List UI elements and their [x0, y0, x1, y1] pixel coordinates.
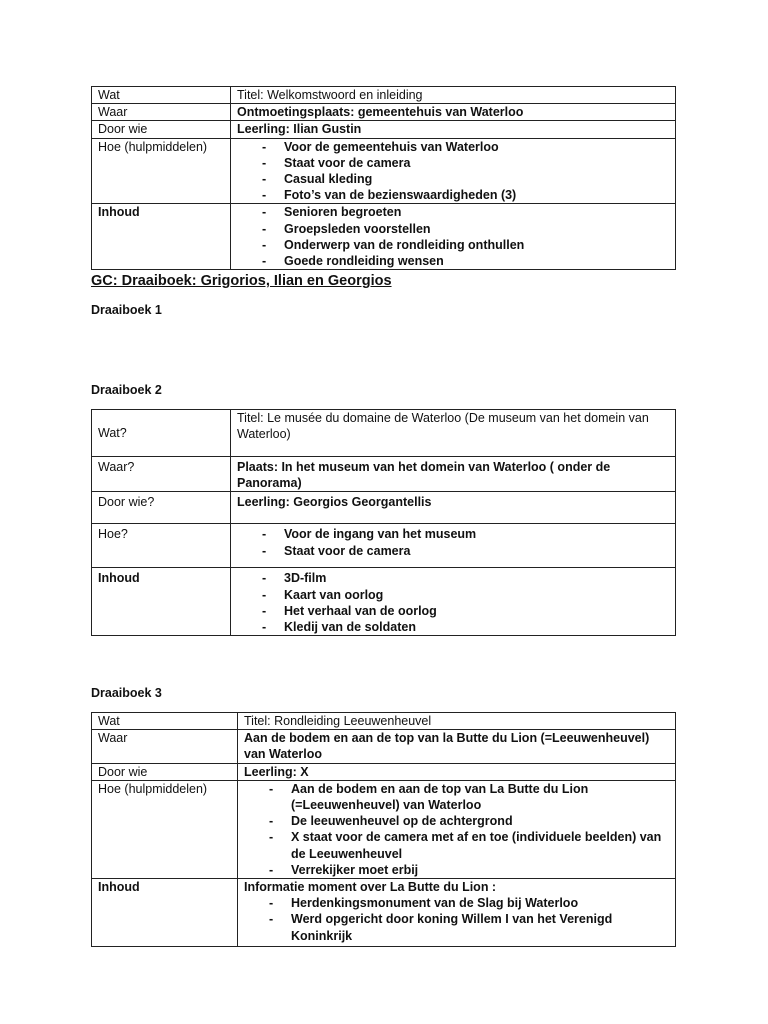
list-item: - Werd opgericht door koning Willem I van het Verenigd Koninkrijk — [247, 911, 669, 943]
list-item: - Staat voor de camera — [240, 155, 669, 171]
list-item: - Groepsleden voorstellen — [240, 221, 669, 237]
list-item: - X staat voor de camera met af en toe (individuele beelden) van de Leeuwenheuvel — [247, 829, 669, 861]
row-value: Titel: Welkomstwoord en inleiding — [231, 87, 676, 104]
row-value: Leerling: Georgios Georgantellis — [231, 492, 676, 524]
table-row — [92, 780, 676, 878]
row-label: Waar? — [92, 457, 231, 492]
list-item: - Verrekijker moet erbij — [247, 862, 669, 878]
list-item: - Herdenkingsmonument van de Slag bij Waterloo — [247, 895, 669, 911]
table-row — [92, 524, 676, 568]
list-item: - Aan de bodem en aan de top van La Butte du Lion (=Leeuwenheuvel) van Waterloo — [247, 781, 669, 813]
row-intro: Informatie moment over La Butte du Lion : — [244, 880, 497, 895]
table-row — [92, 492, 676, 524]
row-label: Hoe (hulpmiddelen) — [92, 780, 238, 878]
row-label: Inhoud — [92, 568, 231, 636]
row-list — [231, 138, 676, 204]
list-item: - Foto’s van de bezienswaardigheden (3) — [240, 187, 669, 203]
row-list — [238, 879, 676, 947]
draaiboek-3-label: Draaiboek 3 — [91, 686, 162, 700]
list-item: - Casual kleding — [240, 171, 669, 187]
list-item: - Het verhaal van de oorlog — [240, 603, 669, 619]
list-item: - Staat voor de camera — [240, 543, 669, 559]
row-value: Leerling: X — [238, 763, 676, 780]
list-item: - De leeuwenheuvel op de achtergrond — [247, 813, 669, 829]
row-list — [238, 780, 676, 878]
row-label: Wat — [92, 713, 238, 730]
table-row — [92, 410, 676, 457]
table-row — [92, 457, 676, 492]
row-label: Waar — [92, 730, 238, 763]
row-list — [231, 568, 676, 636]
table-3 — [91, 712, 676, 947]
table-row — [92, 763, 676, 780]
row-value: Ontmoetingsplaats: gemeentehuis van Waterloo — [231, 104, 676, 121]
table-row — [92, 138, 676, 204]
list-item: - Voor de gemeentehuis van Waterloo — [240, 139, 669, 155]
row-label: Inhoud — [92, 204, 231, 270]
row-label: Door wie — [92, 763, 238, 780]
row-label: Door wie? — [92, 492, 231, 524]
row-label: Wat? — [92, 410, 231, 457]
table-row — [92, 87, 676, 104]
table-row — [92, 204, 676, 270]
table-row — [92, 879, 676, 947]
row-value: Titel: Rondleiding Leeuwenheuvel — [238, 713, 676, 730]
row-label: Wat — [92, 87, 231, 104]
draaiboek-1-label: Draaiboek 1 — [91, 303, 162, 317]
table-row — [92, 104, 676, 121]
list-item: - Voor de ingang van het museum — [240, 526, 669, 542]
row-label: Inhoud — [92, 879, 238, 947]
list-item: - Kaart van oorlog — [240, 587, 669, 603]
row-label: Hoe? — [92, 524, 231, 568]
table-1 — [91, 86, 676, 270]
row-value: Aan de bodem en aan de top van la Butte du Lion (=Leeuwenheuvel) van Waterloo — [238, 730, 676, 763]
list-item: - Onderwerp van de rondleiding onthullen — [240, 237, 669, 253]
list-item: - Goede rondleiding wensen — [240, 253, 669, 269]
row-label: Door wie — [92, 121, 231, 138]
row-value: Leerling: Ilian Gustin — [231, 121, 676, 138]
row-list — [231, 204, 676, 270]
table-row — [92, 730, 676, 763]
page-heading: GC: Draaiboek: Grigorios, Ilian en Georgios — [91, 273, 392, 289]
table-row — [92, 121, 676, 138]
row-label: Hoe (hulpmiddelen) — [92, 138, 231, 204]
list-item: - Senioren begroeten — [240, 204, 669, 220]
table-2 — [91, 409, 676, 636]
list-item: - Kledij van de soldaten — [240, 619, 669, 635]
list-item: - 3D-film — [240, 570, 669, 586]
table-row — [92, 713, 676, 730]
draaiboek-2-label: Draaiboek 2 — [91, 383, 162, 397]
row-value: Titel: Le musée du domaine de Waterloo (De museum van het domein van Waterloo) — [231, 410, 676, 457]
row-label: Waar — [92, 104, 231, 121]
row-list — [231, 524, 676, 568]
table-row — [92, 568, 676, 636]
row-value: Plaats: In het museum van het domein van Waterloo ( onder de Panorama) — [231, 457, 676, 492]
